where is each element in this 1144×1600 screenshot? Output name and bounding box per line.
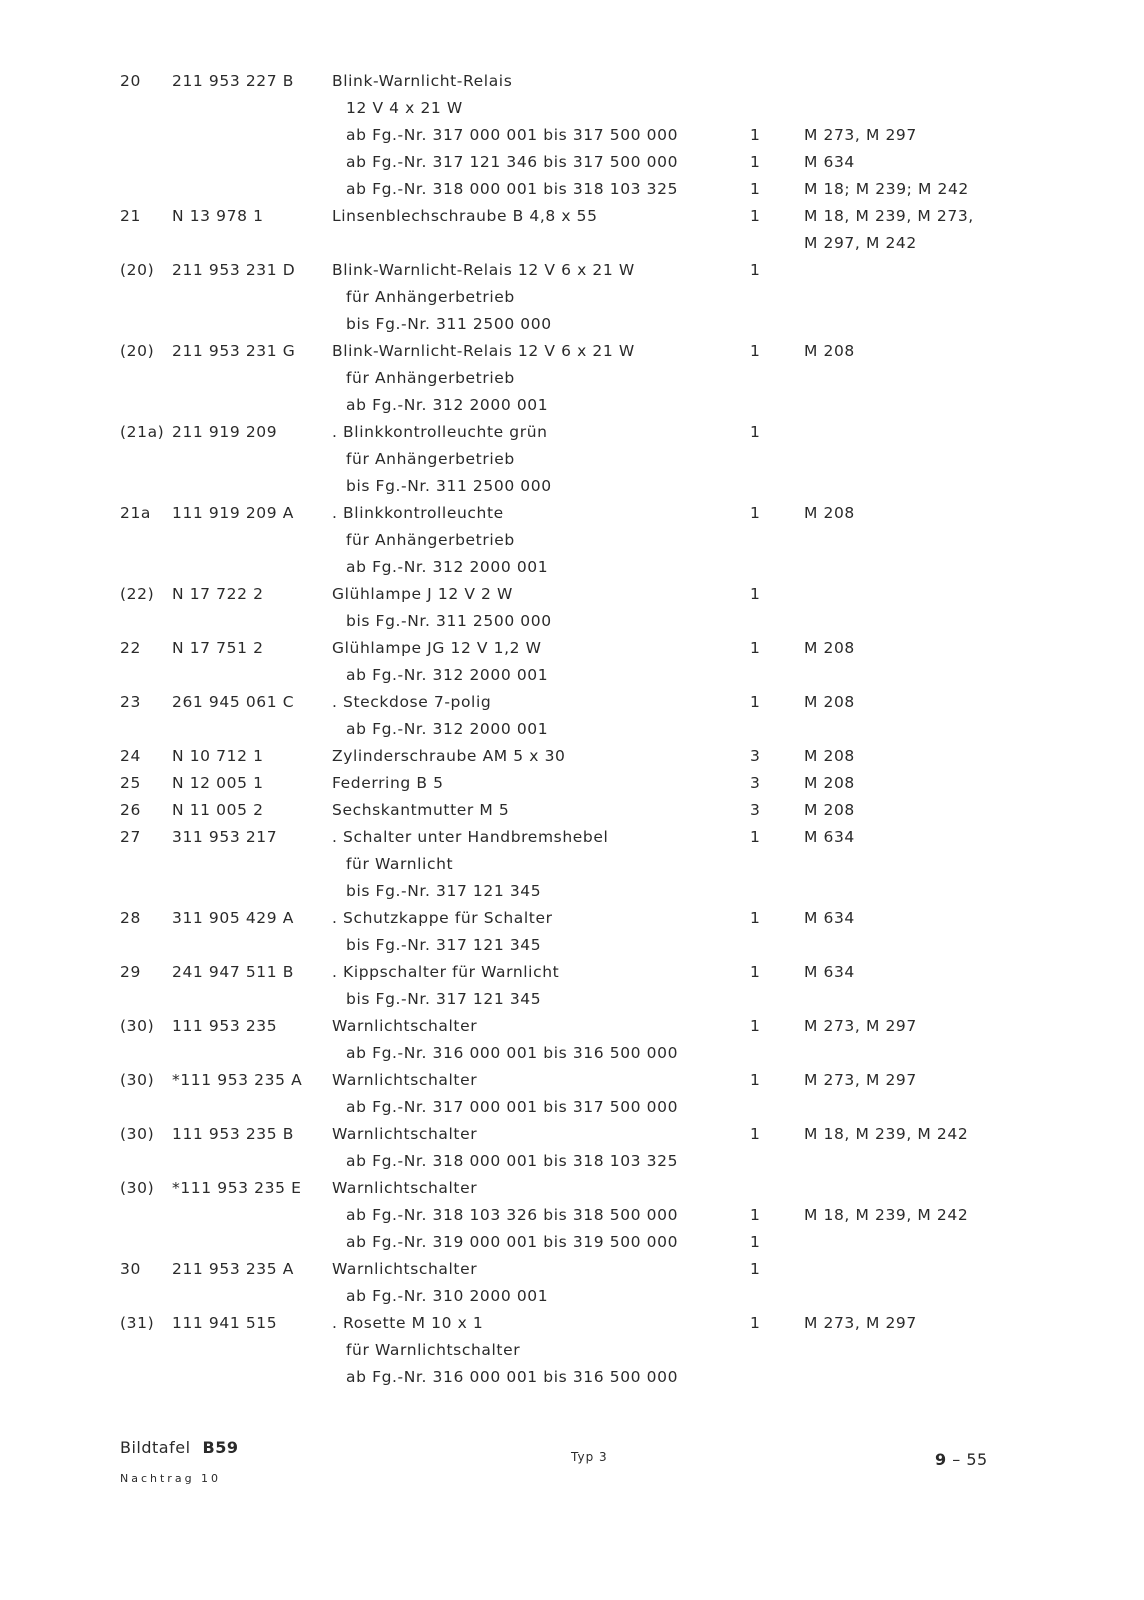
table-row — [0, 315, 1144, 339]
part-number-cell: *111 953 235 A — [172, 1071, 303, 1089]
part-number-cell: 311 905 429 A — [172, 909, 294, 927]
description-cell: Glühlampe JG 12 V 1,2 W — [332, 639, 542, 657]
part-number-cell: 211 953 227 B — [172, 72, 294, 90]
pos-cell: (30) — [120, 1179, 155, 1197]
quantity-cell: 1 — [750, 1260, 761, 1278]
part-number-cell: N 11 005 2 — [172, 801, 264, 819]
description-cell: ab Fg.-Nr. 318 000 001 bis 318 103 325 — [346, 1152, 679, 1170]
description-cell: Blink-Warnlicht-Relais — [332, 72, 513, 90]
plate-label — [120, 1438, 239, 1457]
pos-cell: 26 — [120, 801, 141, 819]
table-row — [0, 990, 1144, 1014]
description-cell: bis Fg.-Nr. 311 2500 000 — [346, 477, 552, 495]
description-cell: . Blinkkontrolleuchte — [332, 504, 504, 522]
part-number-cell: 111 941 515 — [172, 1314, 278, 1332]
table-row — [0, 531, 1144, 555]
quantity-cell: 1 — [750, 693, 761, 711]
table-row — [0, 1206, 1144, 1230]
description-cell: ab Fg.-Nr. 312 2000 001 — [346, 666, 549, 684]
description-cell: bis Fg.-Nr. 317 121 345 — [346, 936, 542, 954]
pos-cell: 23 — [120, 693, 141, 711]
pos-cell: 25 — [120, 774, 141, 792]
table-row — [0, 180, 1144, 204]
remark-cell: M 273, M 297 — [804, 126, 917, 144]
table-row — [0, 747, 1144, 771]
quantity-cell: 1 — [750, 180, 761, 198]
description-cell: Blink-Warnlicht-Relais 12 V 6 x 21 W — [332, 261, 635, 279]
remark-cell: M 634 — [804, 909, 855, 927]
description-cell: für Warnlicht — [346, 855, 454, 873]
description-cell: bis Fg.-Nr. 311 2500 000 — [346, 612, 552, 630]
remark-cell: M 208 — [804, 747, 855, 765]
quantity-cell: 1 — [750, 126, 761, 144]
part-number-cell: 111 919 209 A — [172, 504, 294, 522]
remark-cell: M 634 — [804, 153, 855, 171]
remark-cell: M 208 — [804, 342, 855, 360]
pos-cell: 20 — [120, 72, 141, 90]
description-cell: 12 V 4 x 21 W — [346, 99, 463, 117]
quantity-cell: 1 — [750, 1125, 761, 1143]
remark-cell: M 273, M 297 — [804, 1017, 917, 1035]
description-cell: ab Fg.-Nr. 312 2000 001 — [346, 558, 549, 576]
quantity-cell: 1 — [750, 585, 761, 603]
remark-cell: M 634 — [804, 828, 855, 846]
description-cell: ab Fg.-Nr. 318 000 001 bis 318 103 325 — [346, 180, 679, 198]
quantity-cell: 1 — [750, 423, 761, 441]
description-cell: ab Fg.-Nr. 319 000 001 bis 319 500 000 — [346, 1233, 679, 1251]
description-cell: Zylinderschraube AM 5 x 30 — [332, 747, 566, 765]
pos-cell: (30) — [120, 1125, 155, 1143]
part-number-cell: N 10 712 1 — [172, 747, 264, 765]
quantity-cell: 1 — [750, 639, 761, 657]
type-label: Typ 3 — [571, 1450, 608, 1464]
quantity-cell: 3 — [750, 801, 761, 819]
quantity-cell: 1 — [750, 963, 761, 981]
table-row — [0, 396, 1144, 420]
table-row — [0, 288, 1144, 312]
description-cell: Warnlichtschalter — [332, 1179, 478, 1197]
part-number-cell: N 12 005 1 — [172, 774, 264, 792]
table-row — [0, 234, 1144, 258]
remark-cell: M 18; M 239; M 242 — [804, 180, 969, 198]
description-cell: Warnlichtschalter — [332, 1260, 478, 1278]
part-number-cell: N 17 722 2 — [172, 585, 264, 603]
plate-label-text: Bildtafel — [120, 1438, 191, 1457]
quantity-cell: 1 — [750, 1071, 761, 1089]
remark-cell: M 18, M 239, M 273, — [804, 207, 974, 225]
description-cell: Sechskantmutter M 5 — [332, 801, 510, 819]
table-row — [0, 963, 1144, 987]
table-row — [0, 720, 1144, 744]
description-cell: bis Fg.-Nr. 311 2500 000 — [346, 315, 552, 333]
pos-cell: (21a) — [120, 423, 165, 441]
part-number-cell: 211 953 231 D — [172, 261, 296, 279]
pos-cell: 24 — [120, 747, 141, 765]
description-cell: Blink-Warnlicht-Relais 12 V 6 x 21 W — [332, 342, 635, 360]
quantity-cell: 3 — [750, 774, 761, 792]
table-row — [0, 423, 1144, 447]
part-number-cell: 211 953 235 A — [172, 1260, 294, 1278]
description-cell: für Warnlichtschalter — [346, 1341, 521, 1359]
table-row — [0, 72, 1144, 96]
part-number-cell: 211 953 231 G — [172, 342, 296, 360]
table-row — [0, 1071, 1144, 1095]
description-cell: ab Fg.-Nr. 317 000 001 bis 317 500 000 — [346, 126, 679, 144]
pos-cell: (31) — [120, 1314, 155, 1332]
quantity-cell: 1 — [750, 1314, 761, 1332]
table-row — [0, 1287, 1144, 1311]
table-row — [0, 99, 1144, 123]
table-row — [0, 207, 1144, 231]
table-row — [0, 504, 1144, 528]
table-row — [0, 612, 1144, 636]
description-cell: . Schutzkappe für Schalter — [332, 909, 553, 927]
pos-cell: 28 — [120, 909, 141, 927]
remark-cell: M 208 — [804, 693, 855, 711]
description-cell: ab Fg.-Nr. 312 2000 001 — [346, 720, 549, 738]
table-row — [0, 342, 1144, 366]
table-row — [0, 666, 1144, 690]
description-cell: Warnlichtschalter — [332, 1017, 478, 1035]
page-number — [935, 1450, 988, 1469]
table-row — [0, 1368, 1144, 1392]
table-row — [0, 261, 1144, 285]
table-row — [0, 882, 1144, 906]
description-cell: Linsenblechschraube B 4,8 x 55 — [332, 207, 598, 225]
part-number-cell: 111 953 235 B — [172, 1125, 294, 1143]
table-row — [0, 855, 1144, 879]
quantity-cell: 1 — [750, 207, 761, 225]
table-row — [0, 1341, 1144, 1365]
supplement-label: Nachtrag 10 — [120, 1472, 222, 1485]
table-row — [0, 1260, 1144, 1284]
description-cell: ab Fg.-Nr. 317 121 346 bis 317 500 000 — [346, 153, 679, 171]
remark-cell: M 208 — [804, 774, 855, 792]
table-row — [0, 1179, 1144, 1203]
table-row — [0, 801, 1144, 825]
part-number-cell: 111 953 235 — [172, 1017, 278, 1035]
description-cell: Warnlichtschalter — [332, 1125, 478, 1143]
table-row — [0, 1233, 1144, 1257]
part-number-cell: 261 945 061 C — [172, 693, 295, 711]
part-number-cell: *111 953 235 E — [172, 1179, 302, 1197]
description-cell: ab Fg.-Nr. 316 000 001 bis 316 500 000 — [346, 1368, 679, 1386]
table-row — [0, 909, 1144, 933]
pos-cell: 27 — [120, 828, 141, 846]
quantity-cell: 1 — [750, 1017, 761, 1035]
remark-cell: M 634 — [804, 963, 855, 981]
description-cell: . Schalter unter Handbremshebel — [332, 828, 609, 846]
description-cell: . Rosette M 10 x 1 — [332, 1314, 484, 1332]
table-row — [0, 639, 1144, 663]
remark-cell: M 297, M 242 — [804, 234, 917, 252]
table-row — [0, 828, 1144, 852]
plate-number: B59 — [202, 1438, 239, 1457]
table-row — [0, 693, 1144, 717]
part-number-cell: 241 947 511 B — [172, 963, 294, 981]
description-cell: ab Fg.-Nr. 316 000 001 bis 316 500 000 — [346, 1044, 679, 1062]
table-row — [0, 153, 1144, 177]
description-cell: ab Fg.-Nr. 310 2000 001 — [346, 1287, 549, 1305]
description-cell: ab Fg.-Nr. 312 2000 001 — [346, 396, 549, 414]
quantity-cell: 1 — [750, 1233, 761, 1251]
description-cell: für Anhängerbetrieb — [346, 288, 515, 306]
quantity-cell: 1 — [750, 1206, 761, 1224]
table-row — [0, 369, 1144, 393]
description-cell: bis Fg.-Nr. 317 121 345 — [346, 882, 542, 900]
table-row — [0, 585, 1144, 609]
description-cell: Warnlichtschalter — [332, 1071, 478, 1089]
table-row — [0, 1017, 1144, 1041]
description-cell: Glühlampe J 12 V 2 W — [332, 585, 513, 603]
pos-cell: 21 — [120, 207, 141, 225]
description-cell: bis Fg.-Nr. 317 121 345 — [346, 990, 542, 1008]
page-suffix: – 55 — [952, 1450, 988, 1469]
description-cell: für Anhängerbetrieb — [346, 369, 515, 387]
table-row — [0, 1152, 1144, 1176]
remark-cell: M 273, M 297 — [804, 1314, 917, 1332]
description-cell: Federring B 5 — [332, 774, 444, 792]
part-number-cell: 211 919 209 — [172, 423, 278, 441]
table-row — [0, 774, 1144, 798]
quantity-cell: 1 — [750, 828, 761, 846]
table-row — [0, 477, 1144, 501]
pos-cell: 30 — [120, 1260, 141, 1278]
pos-cell: (22) — [120, 585, 155, 603]
table-row — [0, 558, 1144, 582]
description-cell: ab Fg.-Nr. 318 103 326 bis 318 500 000 — [346, 1206, 679, 1224]
description-cell: ab Fg.-Nr. 317 000 001 bis 317 500 000 — [346, 1098, 679, 1116]
pos-cell: (30) — [120, 1071, 155, 1089]
section-number: 9 — [935, 1450, 947, 1469]
description-cell: für Anhängerbetrieb — [346, 450, 515, 468]
description-cell: . Steckdose 7-polig — [332, 693, 492, 711]
quantity-cell: 1 — [750, 261, 761, 279]
table-row — [0, 1314, 1144, 1338]
pos-cell: 22 — [120, 639, 141, 657]
pos-cell: 21a — [120, 504, 152, 522]
remark-cell: M 18, M 239, M 242 — [804, 1206, 969, 1224]
remark-cell: M 273, M 297 — [804, 1071, 917, 1089]
table-row — [0, 1044, 1144, 1068]
remark-cell: M 18, M 239, M 242 — [804, 1125, 969, 1143]
quantity-cell: 1 — [750, 909, 761, 927]
table-row — [0, 1098, 1144, 1122]
description-cell: für Anhängerbetrieb — [346, 531, 515, 549]
pos-cell: (20) — [120, 261, 155, 279]
pos-cell: 29 — [120, 963, 141, 981]
remark-cell: M 208 — [804, 801, 855, 819]
table-row — [0, 936, 1144, 960]
quantity-cell: 1 — [750, 504, 761, 522]
pos-cell: (20) — [120, 342, 155, 360]
remark-cell: M 208 — [804, 639, 855, 657]
description-cell: . Blinkkontrolleuchte grün — [332, 423, 548, 441]
quantity-cell: 1 — [750, 153, 761, 171]
quantity-cell: 3 — [750, 747, 761, 765]
quantity-cell: 1 — [750, 342, 761, 360]
table-row — [0, 450, 1144, 474]
part-number-cell: 311 953 217 — [172, 828, 278, 846]
table-row — [0, 1125, 1144, 1149]
remark-cell: M 208 — [804, 504, 855, 522]
part-number-cell: N 17 751 2 — [172, 639, 264, 657]
description-cell: . Kippschalter für Warnlicht — [332, 963, 560, 981]
part-number-cell: N 13 978 1 — [172, 207, 264, 225]
table-row — [0, 126, 1144, 150]
pos-cell: (30) — [120, 1017, 155, 1035]
